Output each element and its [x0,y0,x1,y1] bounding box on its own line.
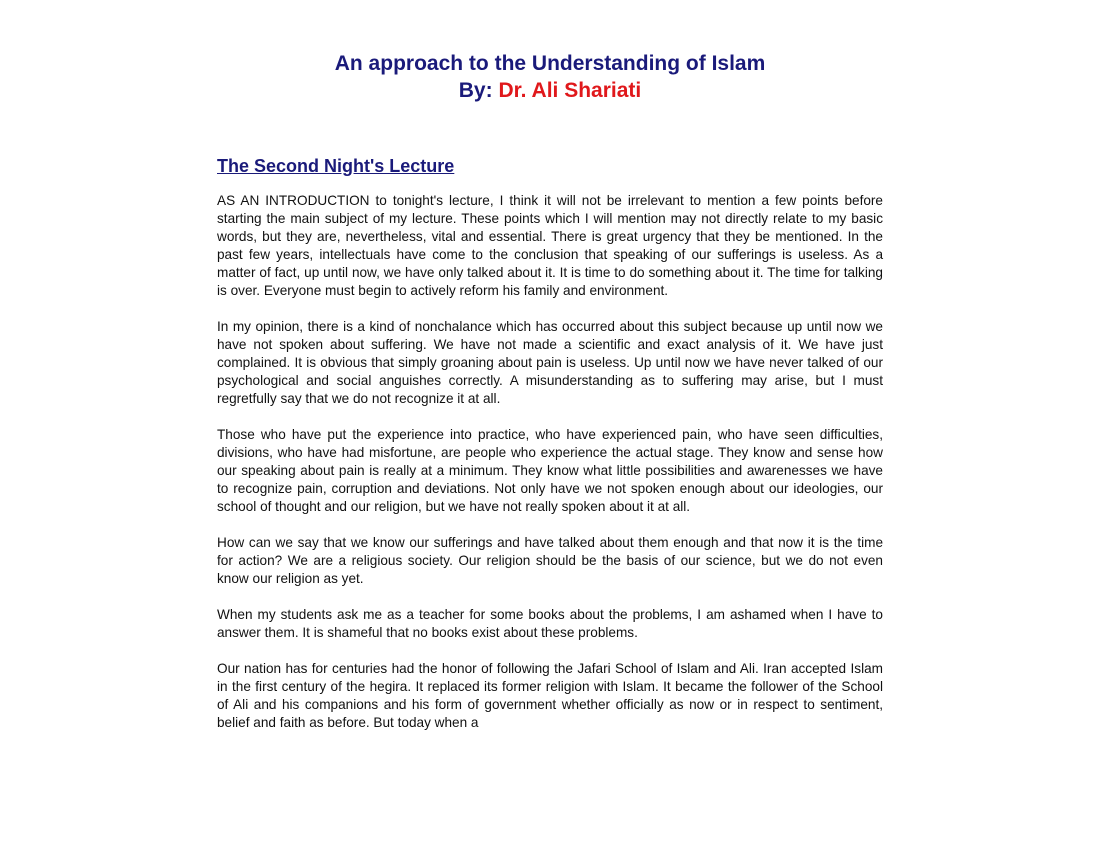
byline [0,77,1100,104]
paragraph: Our nation has for centuries had the honor of following the Jafari School of Islam and Ali. Iran accepted Islam in the first century of the hegira. It replaced its former religion with Islam. It became the follower of the School of Ali and his companions and his form of government whether officially as now or in respect to sentiment, belief and faith as before. But today when a [217,661,883,730]
article-body [217,154,883,750]
author-name: Dr. Ali Shariati [498,79,642,102]
paragraph: AS AN INTRODUCTION to tonight's lecture, I think it will not be irrelevant to mention a few points before starting the main subject of my lecture. These points which I will mention may not directly relate to my basic words, but they are, nevertheless, vital and essential. There is great urgency that they be mentioned. In the past few years, intellectuals have come to the conclusion that speaking of our sufferings is useless. As a matter of fact, up until now, we have only talked about it. It is time to do something about it. The time for talking is over. Everyone must begin to actively reform his family and environment. [217,193,883,298]
paragraph: How can we say that we know our sufferings and have talked about them enough and that now it is the time for action? We are a religious society. Our religion should be the basis of our science, but we do not even know our religion as yet. [217,535,883,586]
document-title: An approach to the Understanding of Islam [334,52,766,75]
paragraph: Those who have put the experience into practice, who have experienced pain, who have seen difficulties, divisions, who have had misfortune, are people who experience the actual stage. They know and sense how our speaking about pain is really at a minimum. They know what little possibilities and awarenesses we have to recognize pain, corruption and deviations. Not only have we not spoken enough about our ideologies, our school of thought and our religion, but we have not really spoken about it at all. [217,427,883,514]
byline-label: By: [458,79,493,102]
document-header [0,50,1100,104]
section-heading: The Second Night's Lecture [217,156,455,176]
paragraph: When my students ask me as a teacher for some books about the problems, I am ashamed when I have to answer them. It is shameful that no books exist about these problems. [217,607,883,640]
paragraph: In my opinion, there is a kind of nonchalance which has occurred about this subject because up until now we have not spoken about suffering. We have not made a scientific and exact analysis of it. We have just complained. It is obvious that simply groaning about pain is useless. Up until now we have never talked of our psychological and social anguishes correctly. A misunderstanding as to suffering may arise, but I must regretfully say that we do not recognize it at all. [217,319,883,406]
